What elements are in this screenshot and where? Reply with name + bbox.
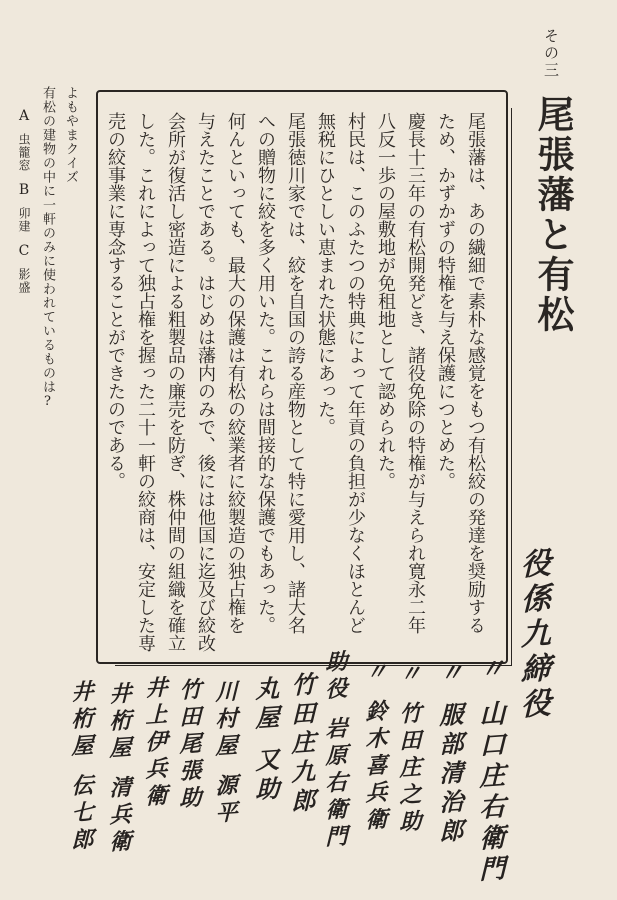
- quiz-option: [12, 243, 36, 294]
- article-line: した。これによって独占権を握った二十一軒の絞商は、安定した専: [135, 112, 156, 652]
- article-line: 無税にひとしい恵まれた状態にあった。: [315, 112, 336, 436]
- quiz-option-text: 影盛: [17, 268, 31, 294]
- handwritten-line: 井上伊兵衛: [142, 675, 168, 812]
- quiz-option-key: C: [16, 243, 32, 260]
- article-line: 何んといっても、最大の保護は有松の絞業者に絞製造の独占権を: [225, 112, 246, 634]
- quiz-option: [12, 182, 36, 233]
- page-title: 尾張藩と有松: [531, 95, 575, 335]
- handwritten-line: 丸屋 又助: [251, 674, 280, 807]
- quiz-option-text: 虫籠窓: [17, 133, 31, 172]
- section-label: その三: [542, 28, 560, 79]
- article-frame: [96, 90, 508, 664]
- article-line: 八反一歩の屋敷地が免租地として認められた。: [375, 112, 396, 490]
- handwritten-line: 〃 山口庄右衛門: [475, 653, 505, 888]
- handwritten-line: 川村屋 源平: [212, 679, 238, 829]
- quiz-option-text: 卯建: [17, 207, 31, 233]
- handwritten-line: 井桁屋 清兵衛: [106, 681, 132, 858]
- handwritten-line: 竹田庄九郎: [287, 670, 316, 819]
- quiz-question: 有松の建物の中に一軒のみに使われているものは?: [40, 86, 55, 410]
- quiz-box: [12, 86, 82, 564]
- article-line: 慶長十三年の有松開発どき、諸役免除の特権が与えられ寛永二年: [405, 112, 426, 634]
- article-line: への贈物に絞を多く用いた。これらは間接的な保護でもあった。: [255, 112, 276, 634]
- quiz-option-key: B: [16, 182, 32, 199]
- quiz-options: [12, 108, 36, 564]
- article-line: 会所が復活し密造による粗製品の廉売を防ぎ、株仲間の組織を確立: [165, 112, 186, 652]
- quiz-option-key: A: [16, 108, 32, 125]
- quiz-option: [12, 108, 36, 172]
- article-body: [100, 112, 490, 652]
- article-line: 売の絞事業に専念することができたのである。: [105, 112, 126, 490]
- quiz-title: よもやまクイズ: [63, 86, 78, 184]
- handwritten-line: 竹田尾張助: [176, 677, 202, 814]
- handwritten-line: 井桁屋 伝七郎: [68, 679, 94, 856]
- article-line: ため、かずかずの特権を与え保護につとめた。: [435, 112, 456, 490]
- handwritten-line: 〃 竹田庄之助: [396, 661, 422, 838]
- handwritten-header: 役係九締役: [515, 546, 550, 725]
- article-line: 尾張徳川家では、絞を自国の誇る産物として特に愛用し、諸大名: [285, 112, 306, 634]
- article-line: 村民は、このふたつの特典によって年貢の負担が少なくほとんど: [345, 112, 366, 634]
- article-line: 与えたことである。はじめは藩内のみで、後には他国に迄及び絞改: [195, 112, 216, 652]
- article-line: 尾張藩は、あの繊細で素朴な感覚をもつ有松絞の発達を奨励する: [465, 112, 486, 634]
- handwritten-line: 〃 鈴木喜兵衛: [362, 659, 388, 836]
- handwritten-line: 〃 服部清治郎: [435, 658, 464, 849]
- handwritten-line: 助役 岩原右衛門: [322, 649, 348, 853]
